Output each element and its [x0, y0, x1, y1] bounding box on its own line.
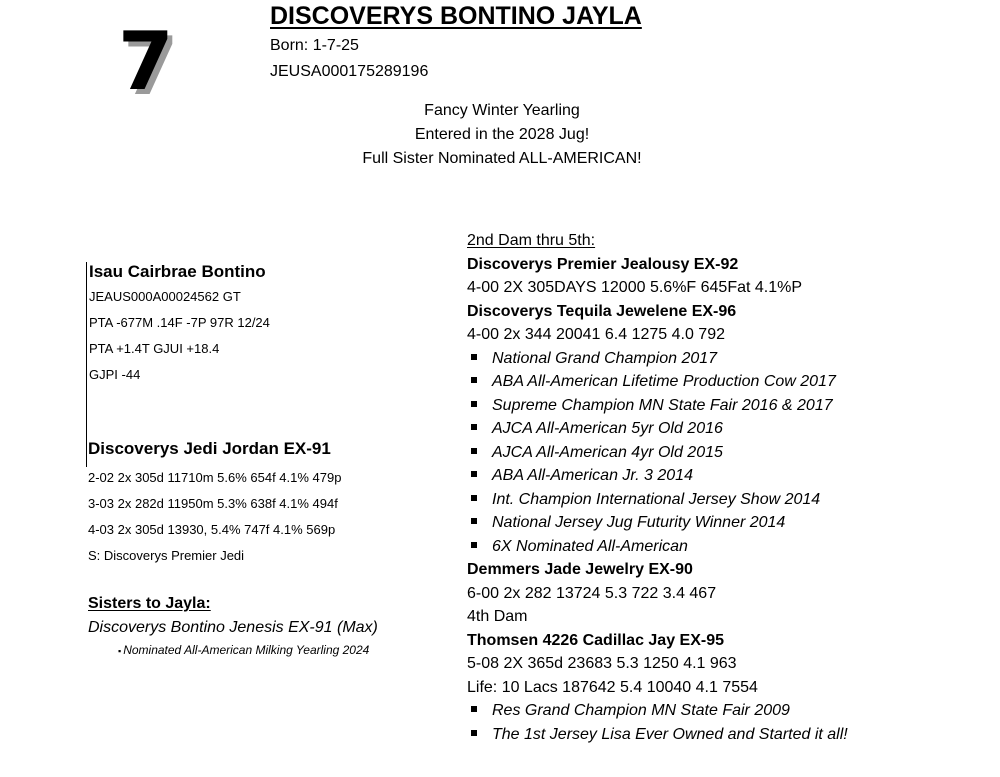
achievement-text: Supreme Champion MN State Fair 2016 & 2017: [492, 396, 833, 414]
animal-name: DISCOVERYS BONTINO JAYLA: [270, 2, 642, 30]
achievement-text: National Grand Champion 2017: [492, 349, 718, 367]
achievement-text: Int. Champion International Jersey Show 2014: [492, 490, 821, 508]
achievement-item: [467, 535, 987, 559]
achievement-text: Res Grand Champion MN State Fair 2009: [492, 702, 790, 719]
pedigree-record: 4-00 2X 305DAYS 12000 5.6%F 645Fat 4.1%P: [467, 279, 803, 296]
dam-section: [88, 439, 428, 569]
achievement-text: AJCA All-American 4yr Old 2015: [492, 443, 723, 461]
ancestor-name: Thomsen 4226 Cadillac Jay EX-95: [467, 631, 725, 649]
achievement-text: The 1st Jersey Lisa Ever Owned and Started it all!: [492, 725, 848, 743]
dam-record: 4-03 2x 305d 13930, 5.4% 747f 4.1% 569p: [88, 522, 336, 537]
sisters-section: [88, 595, 448, 657]
dam-record: 2-02 2x 305d 11710m 5.6% 654f 4.1% 479p: [88, 470, 342, 485]
sire-section: [86, 262, 429, 467]
square-bullet-icon: [471, 354, 477, 360]
achievement-item: [467, 488, 987, 512]
lot-number: 7: [118, 15, 174, 108]
bullet-icon: ▪: [118, 646, 122, 656]
achievement-item: [467, 347, 987, 371]
square-bullet-icon: [471, 424, 477, 430]
sire-detail: PTA +1.4T GJUI +18.4: [89, 341, 220, 356]
achievement-text: National Jersey Jug Futurity Winner 2014: [492, 514, 786, 531]
pedigree-record: 4-00 2x 344 20041 6.4 1275 4.0 792: [467, 326, 725, 343]
sire-detail: PTA -677M .14F -7P 97R 12/24: [89, 315, 270, 330]
square-bullet-icon: [471, 495, 477, 501]
sister-name: Discoverys Bontino Jenesis EX-91 (Max): [88, 619, 378, 636]
square-bullet-icon: [471, 706, 477, 712]
ancestor-name: Demmers Jade Jewelry EX-90: [467, 561, 693, 578]
achievement-item: [467, 441, 987, 465]
square-bullet-icon: [471, 377, 477, 383]
sister-note: [118, 643, 448, 657]
pedigree-heading: 2nd Dam thru 5th:: [467, 232, 596, 249]
pedigree-record: 6-00 2x 282 13724 5.3 722 3.4 467: [467, 584, 717, 602]
achievement-text: 6X Nominated All-American: [492, 537, 688, 555]
achievement-text: AJCA All-American 5yr Old 2016: [492, 420, 723, 437]
achievement-item: [467, 417, 987, 441]
square-bullet-icon: [471, 542, 477, 548]
pedigree-record: Life: 10 Lacs 187642 5.4 10040 4.1 7554: [467, 678, 758, 696]
achievement-item: [467, 699, 987, 723]
dam-record: 3-03 2x 282d 11950m 5.3% 638f 4.1% 494f: [88, 496, 338, 511]
pedigree-record: 4th Dam: [467, 608, 528, 625]
highlight-line: Entered in the 2028 Jug!: [414, 126, 590, 143]
dam-sire: S: Discoverys Premier Jedi: [88, 548, 245, 563]
sire-name: Isau Cairbrae Bontino: [89, 262, 266, 281]
dam-records: [88, 465, 428, 569]
sire-detail: GJPI -44: [89, 367, 141, 382]
pedigree-section: [467, 229, 987, 746]
achievement-item: [467, 370, 987, 394]
ancestor-name: Discoverys Tequila Jewelene EX-96: [467, 302, 737, 320]
dam-name: Discoverys Jedi Jordan EX-91: [88, 439, 331, 458]
square-bullet-icon: [471, 730, 477, 736]
pedigree-record: 5-08 2X 365d 23683 5.3 1250 4.1 963: [467, 655, 737, 672]
achievement-text: ABA All-American Jr. 3 2014: [492, 467, 693, 484]
highlight-line: Fancy Winter Yearling: [424, 102, 580, 119]
sister-note-text: Nominated All-American Milking Yearling 2024: [123, 643, 370, 657]
highlight-line: Full Sister Nominated ALL-AMERICAN!: [362, 150, 642, 167]
square-bullet-icon: [471, 471, 477, 477]
square-bullet-icon: [471, 401, 477, 407]
square-bullet-icon: [471, 518, 477, 524]
registration-number: JEUSA000175289196: [270, 63, 429, 80]
sire-detail: JEAUS000A00024562 GT: [89, 289, 241, 304]
achievement-text: ABA All-American Lifetime Production Cow 2017: [492, 373, 836, 390]
achievement-item: [467, 511, 987, 535]
achievement-item: [467, 723, 987, 747]
highlights: [320, 99, 684, 171]
achievement-item: [467, 464, 987, 488]
ancestor-name: Discoverys Premier Jealousy EX-92: [467, 255, 739, 273]
birth-date: Born: 1-7-25: [270, 37, 359, 54]
sisters-heading: Sisters to Jayla:: [88, 595, 211, 612]
achievement-item: [467, 394, 987, 418]
square-bullet-icon: [471, 448, 477, 454]
